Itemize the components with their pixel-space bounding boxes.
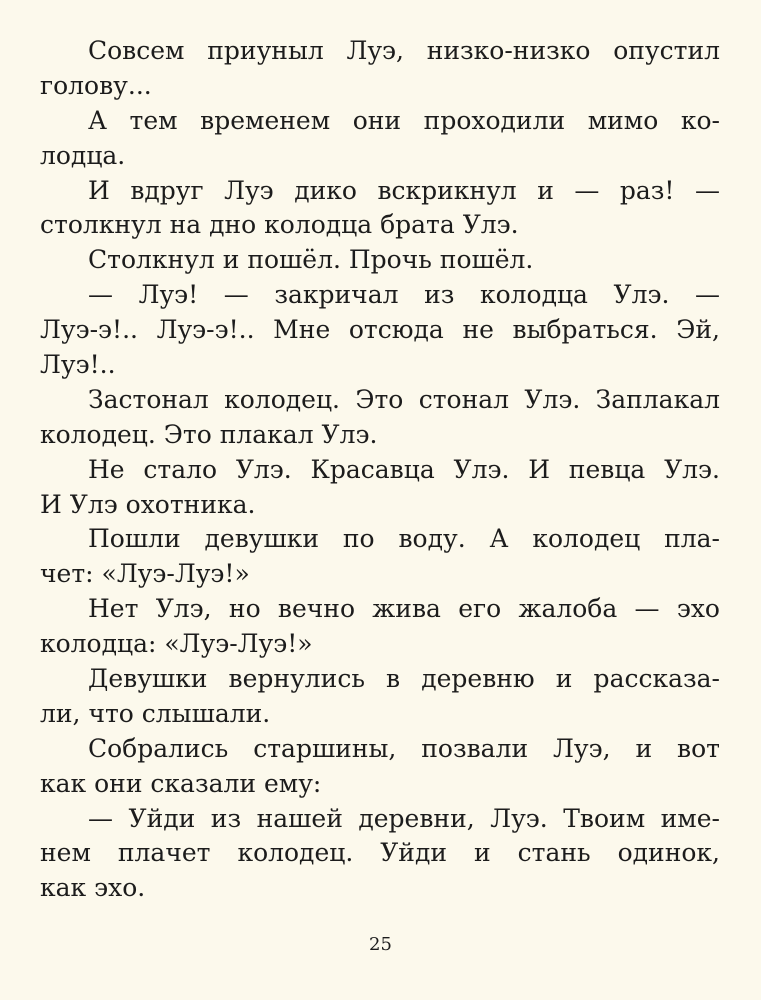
text-line: И вдруг Луэ дико вскрикнул и — раз! — xyxy=(88,175,720,205)
text-line: Пошли девушки по воду. А колодец пла- xyxy=(88,524,720,554)
text-line: Луэ-э!.. Луэ-э!.. Мне отсюда не выбраться. Эй, xyxy=(40,315,720,345)
text-line: Столкнул и пошёл. Прочь пошёл. xyxy=(88,245,534,275)
text-line: колодца: «Луэ-Луэ!» xyxy=(40,629,313,659)
text-line: А тем временем они проходили мимо ко- xyxy=(88,105,720,135)
text-line: голову... xyxy=(40,70,152,100)
text-line: — Луэ! — закричал из колодца Улэ. — xyxy=(88,280,720,310)
text-line: лодца. xyxy=(40,140,126,170)
text-line: Совсем приуныл Луэ, низко-низко опустил xyxy=(88,36,720,65)
text-line: Не стало Улэ. Красавца Улэ. И певца Улэ. xyxy=(88,454,720,484)
text-line: И Улэ охотника. xyxy=(40,489,256,519)
text-line: Застонал колодец. Это стонал Улэ. Заплакал xyxy=(88,384,720,414)
text-line: колодец. Это плакал Улэ. xyxy=(40,419,378,449)
text-line: ли, что слышали. xyxy=(40,698,271,728)
text-line: Собрались старшины, позвали Луэ, и вот xyxy=(88,733,720,763)
text-line: нем плачет колодец. Уйди и стань одинок, xyxy=(40,838,720,868)
body-text xyxy=(40,34,720,906)
text-line: — Уйди из нашей деревни, Луэ. Твоим име- xyxy=(88,803,720,833)
text-line: как они сказали ему: xyxy=(40,768,322,798)
text-line: как эхо. xyxy=(40,873,146,903)
text-line: столкнул на дно колодца брата Улэ. xyxy=(40,210,519,240)
page-number: 25 xyxy=(369,934,392,955)
text-line: Луэ!.. xyxy=(40,350,116,380)
text-line: Девушки вернулись в деревню и рассказа- xyxy=(88,664,720,694)
text-line: чет: «Луэ-Луэ!» xyxy=(40,559,250,589)
text-line: Нет Улэ, но вечно жива его жалоба — эхо xyxy=(88,594,720,624)
